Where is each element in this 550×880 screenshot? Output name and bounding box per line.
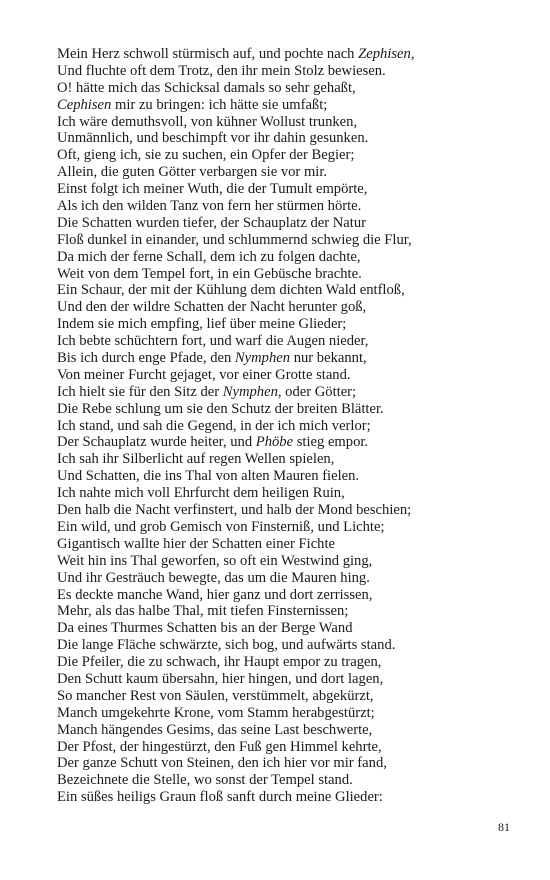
page-number: 81 <box>498 820 510 834</box>
poem-line <box>57 755 517 772</box>
line-text: Ich sah ihr Silberlicht auf regen Wellen spielen, <box>57 451 335 468</box>
poem-line <box>57 97 517 114</box>
poem-line <box>57 130 517 147</box>
line-text: Ich nahte mich voll Ehrfurcht dem heiligen Ruin, <box>57 485 345 502</box>
poem-line <box>57 249 517 266</box>
line-text: Und den der wildre Schatten der Nacht herunter goß, <box>57 299 367 316</box>
line-text: Die lange Fläche schwärzte, sich bog, und aufwärts stand. <box>57 637 396 654</box>
line-text: Weit hin ins Thal geworfen, so oft ein Westwind ging, <box>57 552 373 569</box>
line-text: Der Pfost, der hingestürzt, den Fuß gen Himmel kehrte, <box>57 738 382 755</box>
line-text: Manch umgekehrte Krone, vom Stamm herabgestürzt; <box>57 704 375 721</box>
line-text: O! hätte mich das Schicksal damals so sehr gehaßt, <box>57 79 356 96</box>
line-text: Da eines Thurmes Schatten bis an der Berge Wand <box>57 620 353 637</box>
poem-line <box>57 536 517 553</box>
line-text: Die Rebe schlung um sie den Schutz der breiten Blätter. <box>57 400 384 417</box>
line-text: Bis ich durch enge Pfade, den <box>57 350 235 367</box>
poem-line <box>57 266 517 283</box>
poem-line <box>57 299 517 316</box>
line-text: Ich stand, und sah die Gegend, in der ich mich verlor; <box>57 417 371 434</box>
poem-line <box>57 401 517 418</box>
line-text: Manch hängendes Gesims, das seine Last beschwerte, <box>57 721 373 738</box>
line-text: Allein, die guten Götter verbargen sie vor mir. <box>57 164 328 181</box>
line-text: Ich wäre demuthsvoll, von kühner Wollust trunken, <box>57 113 358 130</box>
poem-line <box>57 637 517 654</box>
poem-line <box>57 198 517 215</box>
italic-name: Nymphen, <box>222 383 282 400</box>
line-text: Weit von dem Tempel fort, in ein Gebüsche brachte. <box>57 265 362 282</box>
poem-line <box>57 316 517 333</box>
italic-name: Zephisen, <box>358 46 415 62</box>
poem-line <box>57 333 517 350</box>
poem-line <box>57 485 517 502</box>
poem-line <box>57 688 517 705</box>
line-text: nur bekannt, <box>290 350 367 367</box>
poem-line <box>57 434 517 451</box>
line-text: Die Schatten wurden tiefer, der Schauplatz der Natur <box>57 214 366 231</box>
line-text: Es deckte manche Wand, hier ganz und dort zerrissen, <box>57 586 373 603</box>
poem-line <box>57 147 517 164</box>
line-text: Und ihr Gesträuch bewegte, das um die Mauren hing. <box>57 569 370 586</box>
line-text: oder Götter; <box>281 383 357 400</box>
line-text: Und fluchte oft dem Trotz, den ihr mein Stolz bewiesen. <box>57 62 386 79</box>
line-text: Einst folgt ich meiner Wuth, die der Tumult empörte, <box>57 181 368 198</box>
line-text: Ich bebte schüchtern fort, und warf die Augen nieder, <box>57 333 369 350</box>
poem-line <box>57 232 517 249</box>
line-text: Da mich der ferne Schall, dem ich zu folgen dachte, <box>57 248 361 265</box>
line-text: Den halb die Nacht verfinstert, und halb der Mond beschien; <box>57 502 412 519</box>
poem-line <box>57 164 517 181</box>
italic-name: Phöbe <box>255 434 294 451</box>
poem-line <box>57 519 517 536</box>
poem-line <box>57 384 517 401</box>
poem-line <box>57 114 517 131</box>
poem-line <box>57 603 517 620</box>
line-text: Floß dunkel in einander, und schlummernd schwieg die Flur, <box>57 231 412 248</box>
poem-line <box>57 181 517 198</box>
poem-line <box>57 46 517 63</box>
line-text: Mein Herz schwoll stürmisch auf, und pochte nach <box>57 46 359 62</box>
poem-line <box>57 789 517 806</box>
line-text: Ein Schaur, der mit der Kühlung dem dichten Wald entfloß, <box>57 282 405 299</box>
poem-line <box>57 502 517 519</box>
poem-line <box>57 705 517 722</box>
poem-line <box>57 367 517 384</box>
poem-line <box>57 654 517 671</box>
poem-text-block <box>57 46 517 806</box>
line-text: Mehr, als das halbe Thal, mit tiefen Finsternissen; <box>57 603 349 620</box>
line-text: Indem sie mich empfing, lief über meine Glieder; <box>57 316 347 333</box>
poem-line <box>57 350 517 367</box>
poem-line <box>57 418 517 435</box>
line-text: Oft, gieng ich, sie zu suchen, ein Opfer der Begier; <box>57 147 355 164</box>
poem-line <box>57 553 517 570</box>
poem-line <box>57 739 517 756</box>
line-text: Ein wild, und grob Gemisch von Finsterniß, und Lichte; <box>57 518 385 535</box>
line-text: Unmännlich, und beschimpft vor ihr dahin gesunken. <box>57 130 369 147</box>
line-text: Der ganze Schutt von Steinen, den ich hier vor mir fand, <box>57 755 387 772</box>
poem-line <box>57 671 517 688</box>
line-text: Der Schauplatz wurde heiter, und <box>57 434 256 451</box>
line-text: So mancher Rest von Säulen, verstümmelt, abgekürzt, <box>57 687 374 704</box>
line-text: Die Pfeiler, die zu schwach, ihr Haupt empor zu tragen, <box>57 654 382 671</box>
poem-line <box>57 282 517 299</box>
poem-line <box>57 80 517 97</box>
poem-line <box>57 63 517 80</box>
line-text: Bezeichnete die Stelle, wo sonst der Tempel stand. <box>57 772 353 789</box>
line-text: stieg empor. <box>293 434 369 451</box>
poem-line <box>57 587 517 604</box>
poem-line <box>57 570 517 587</box>
italic-name: Cephisen <box>57 96 112 113</box>
line-text: Ich hielt sie für den Sitz der <box>57 383 223 400</box>
line-text: Als ich den wilden Tanz von fern her stürmen hörte. <box>57 198 362 215</box>
poem-line <box>57 451 517 468</box>
poem-line <box>57 722 517 739</box>
line-text: Ein süßes heiligs Graun floß sanft durch meine Glieder: <box>57 789 383 806</box>
poem-line <box>57 620 517 637</box>
poem-line <box>57 772 517 789</box>
line-text: Den Schutt kaum übersahn, hier hingen, und dort lagen, <box>57 670 384 687</box>
line-text: Gigantisch wallte hier der Schatten einer Fichte <box>57 535 335 552</box>
poem-line <box>57 468 517 485</box>
line-text: Und Schatten, die ins Thal von alten Mauren fielen. <box>57 468 360 485</box>
line-text: Von meiner Furcht gejaget, vor einer Grotte stand. <box>57 366 351 383</box>
line-text: mir zu bringen: ich hätte sie umfaßt; <box>111 96 328 113</box>
poem-line <box>57 215 517 232</box>
italic-name: Nymphen <box>234 350 291 367</box>
